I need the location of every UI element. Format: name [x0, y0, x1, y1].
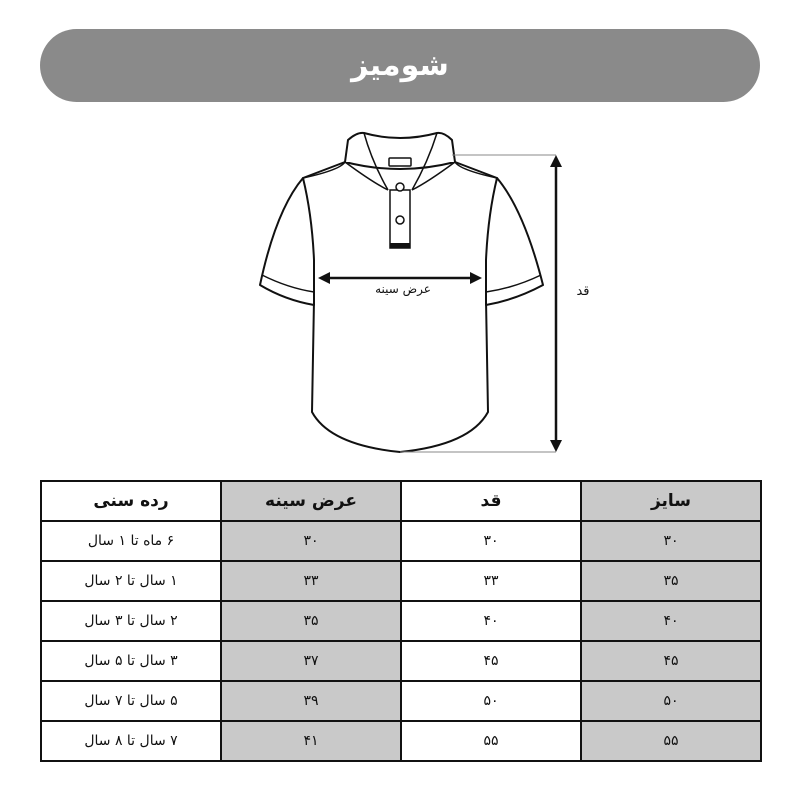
cell-size: ۴۰: [581, 601, 761, 641]
table-header-row: [41, 481, 761, 521]
cell-height: ۵۵: [401, 721, 581, 761]
size-chart-table: [40, 480, 762, 762]
cell-age: ۱ سال تا ۲ سال: [41, 561, 221, 601]
header-size: سایز: [581, 481, 761, 521]
cell-size: ۳۰: [581, 521, 761, 561]
table-row: [41, 561, 761, 601]
table-row: [41, 641, 761, 681]
table-row: [41, 521, 761, 561]
cell-age: ۲ سال تا ۳ سال: [41, 601, 221, 641]
cell-size: ۵۵: [581, 721, 761, 761]
cell-chest: ۳۰: [221, 521, 401, 561]
cell-size: ۳۵: [581, 561, 761, 601]
cell-chest: ۴۱: [221, 721, 401, 761]
cell-chest: ۳۳: [221, 561, 401, 601]
cell-height: ۴۰: [401, 601, 581, 641]
header-age: رده سنی: [41, 481, 221, 521]
cell-height: ۳۰: [401, 521, 581, 561]
page-title: شومیز: [351, 48, 449, 83]
table-row: [41, 721, 761, 761]
cell-chest: ۳۹: [221, 681, 401, 721]
cell-height: ۴۵: [401, 641, 581, 681]
cell-height: ۵۰: [401, 681, 581, 721]
cell-height: ۳۳: [401, 561, 581, 601]
cell-chest: ۳۵: [221, 601, 401, 641]
cell-age: ۷ سال تا ۸ سال: [41, 721, 221, 761]
table-row: [41, 681, 761, 721]
table-row: [41, 601, 761, 641]
cell-age: ۳ سال تا ۵ سال: [41, 641, 221, 681]
cell-chest: ۳۷: [221, 641, 401, 681]
cell-age: ۶ ماه تا ۱ سال: [41, 521, 221, 561]
header-height: قد: [401, 481, 581, 521]
cell-age: ۵ سال تا ۷ سال: [41, 681, 221, 721]
header-chest: عرض سینه: [221, 481, 401, 521]
chest-width-label: عرض سینه: [375, 282, 431, 296]
cell-size: ۴۵: [581, 641, 761, 681]
height-label: قد: [576, 284, 590, 299]
cell-size: ۵۰: [581, 681, 761, 721]
